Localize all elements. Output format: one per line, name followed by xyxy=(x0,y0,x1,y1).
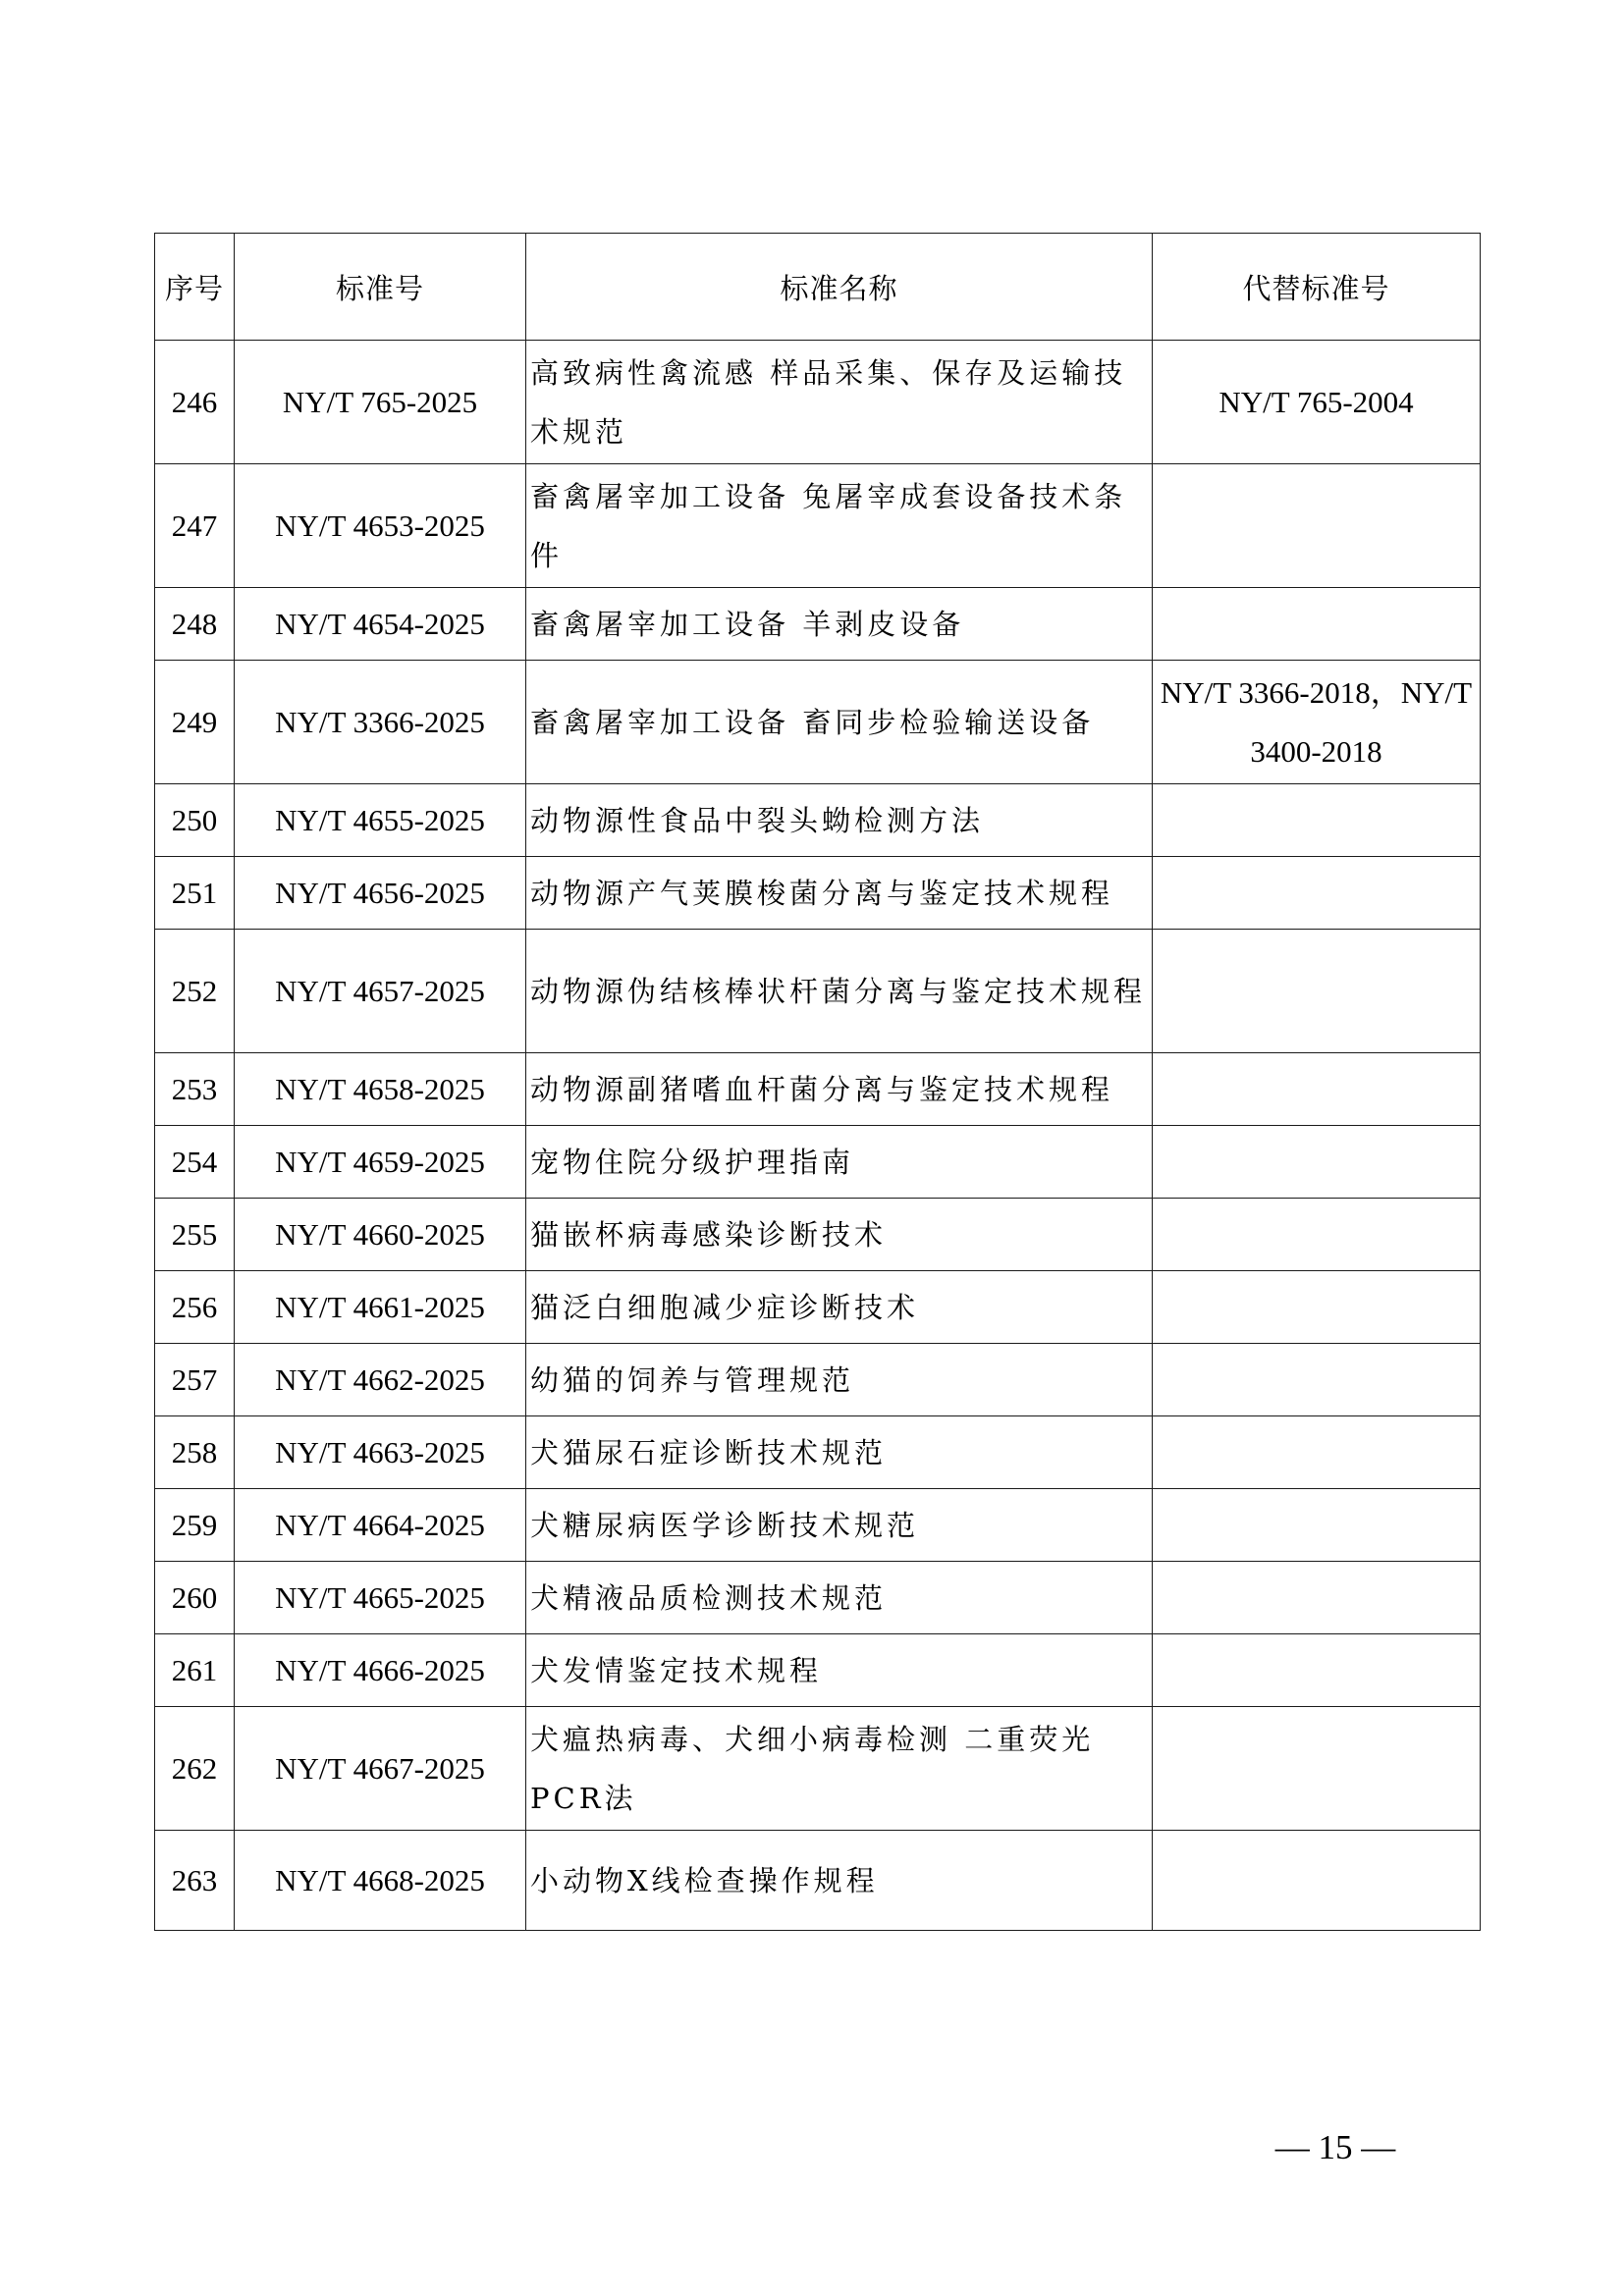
row-name: 动物源性食品中裂头蚴检测方法 xyxy=(526,784,1153,857)
row-seq: 263 xyxy=(155,1831,235,1931)
row-seq: 253 xyxy=(155,1053,235,1126)
table-row xyxy=(155,1831,1481,1931)
table-row xyxy=(155,1489,1481,1562)
row-code: NY/T 4666-2025 xyxy=(235,1634,526,1707)
row-replaces xyxy=(1153,1489,1481,1562)
row-name: 动物源产气荚膜梭菌分离与鉴定技术规程 xyxy=(526,857,1153,930)
row-name: 犬糖尿病医学诊断技术规范 xyxy=(526,1489,1153,1562)
row-code: NY/T 765-2025 xyxy=(235,341,526,464)
row-replaces xyxy=(1153,1271,1481,1344)
row-replaces xyxy=(1153,1707,1481,1831)
row-seq: 249 xyxy=(155,661,235,784)
table-row xyxy=(155,1707,1481,1831)
row-replaces xyxy=(1153,464,1481,588)
table-body xyxy=(155,341,1481,1931)
row-replaces xyxy=(1153,1199,1481,1271)
row-code: NY/T 4667-2025 xyxy=(235,1707,526,1831)
row-name: 犬猫尿石症诊断技术规范 xyxy=(526,1416,1153,1489)
row-seq: 257 xyxy=(155,1344,235,1416)
row-name: 动物源副猪嗜血杆菌分离与鉴定技术规程 xyxy=(526,1053,1153,1126)
row-name: 高致病性禽流感 样品采集、保存及运输技术规范 xyxy=(526,341,1153,464)
table-row xyxy=(155,1271,1481,1344)
row-code: NY/T 4665-2025 xyxy=(235,1562,526,1634)
table-row xyxy=(155,588,1481,661)
row-replaces xyxy=(1153,1053,1481,1126)
header-row xyxy=(155,234,1481,341)
row-name: 畜禽屠宰加工设备 兔屠宰成套设备技术条件 xyxy=(526,464,1153,588)
row-replaces xyxy=(1153,1344,1481,1416)
row-code: NY/T 4668-2025 xyxy=(235,1831,526,1931)
row-seq: 251 xyxy=(155,857,235,930)
table-row xyxy=(155,1053,1481,1126)
table-row xyxy=(155,1634,1481,1707)
row-code: NY/T 4663-2025 xyxy=(235,1416,526,1489)
row-seq: 256 xyxy=(155,1271,235,1344)
table-row xyxy=(155,341,1481,464)
row-code: NY/T 4657-2025 xyxy=(235,930,526,1053)
row-seq: 258 xyxy=(155,1416,235,1489)
row-code: NY/T 4655-2025 xyxy=(235,784,526,857)
table-row xyxy=(155,1126,1481,1199)
row-code: NY/T 4656-2025 xyxy=(235,857,526,930)
table-row xyxy=(155,464,1481,588)
row-replaces: NY/T 3366-2018，NY/T 3400-2018 xyxy=(1153,661,1481,784)
row-code: NY/T 4654-2025 xyxy=(235,588,526,661)
row-replaces xyxy=(1153,1416,1481,1489)
row-replaces xyxy=(1153,930,1481,1053)
row-code: NY/T 4658-2025 xyxy=(235,1053,526,1126)
row-name: 动物源伪结核棒状杆菌分离与鉴定技术规程 xyxy=(526,930,1153,1053)
table-header xyxy=(155,234,1481,341)
row-seq: 248 xyxy=(155,588,235,661)
row-name: 畜禽屠宰加工设备 羊剥皮设备 xyxy=(526,588,1153,661)
row-replaces xyxy=(1153,784,1481,857)
row-replaces xyxy=(1153,1634,1481,1707)
table-row xyxy=(155,1344,1481,1416)
row-code: NY/T 4662-2025 xyxy=(235,1344,526,1416)
row-seq: 259 xyxy=(155,1489,235,1562)
row-name: 猫嵌杯病毒感染诊断技术 xyxy=(526,1199,1153,1271)
row-seq: 254 xyxy=(155,1126,235,1199)
row-name: 小动物X线检查操作规程 xyxy=(526,1831,1153,1931)
row-code: NY/T 4660-2025 xyxy=(235,1199,526,1271)
table-row xyxy=(155,1562,1481,1634)
header-name: 标准名称 xyxy=(526,234,1153,341)
row-name: 犬瘟热病毒、犬细小病毒检测 二重荧光PCR法 xyxy=(526,1707,1153,1831)
row-seq: 260 xyxy=(155,1562,235,1634)
row-name: 犬精液品质检测技术规范 xyxy=(526,1562,1153,1634)
row-seq: 255 xyxy=(155,1199,235,1271)
row-seq: 262 xyxy=(155,1707,235,1831)
row-replaces: NY/T 765-2004 xyxy=(1153,341,1481,464)
row-name: 幼猫的饲养与管理规范 xyxy=(526,1344,1153,1416)
table-row xyxy=(155,784,1481,857)
row-name: 猫泛白细胞减少症诊断技术 xyxy=(526,1271,1153,1344)
row-seq: 250 xyxy=(155,784,235,857)
row-replaces xyxy=(1153,857,1481,930)
row-code: NY/T 4661-2025 xyxy=(235,1271,526,1344)
row-name: 畜禽屠宰加工设备 畜同步检验输送设备 xyxy=(526,661,1153,784)
row-seq: 247 xyxy=(155,464,235,588)
table-row xyxy=(155,930,1481,1053)
row-replaces xyxy=(1153,588,1481,661)
header-code: 标准号 xyxy=(235,234,526,341)
row-code: NY/T 3366-2025 xyxy=(235,661,526,784)
row-code: NY/T 4659-2025 xyxy=(235,1126,526,1199)
standards-table xyxy=(154,233,1481,1931)
row-seq: 252 xyxy=(155,930,235,1053)
table-row xyxy=(155,857,1481,930)
page-number: — 15 — xyxy=(1274,2128,1396,2166)
row-name: 宠物住院分级护理指南 xyxy=(526,1126,1153,1199)
row-replaces xyxy=(1153,1126,1481,1199)
table-row xyxy=(155,1199,1481,1271)
row-seq: 261 xyxy=(155,1634,235,1707)
row-seq: 246 xyxy=(155,341,235,464)
table-row xyxy=(155,661,1481,784)
row-code: NY/T 4653-2025 xyxy=(235,464,526,588)
header-seq: 序号 xyxy=(155,234,235,341)
table-row xyxy=(155,1416,1481,1489)
row-code: NY/T 4664-2025 xyxy=(235,1489,526,1562)
row-replaces xyxy=(1153,1562,1481,1634)
header-replaces: 代替标准号 xyxy=(1153,234,1481,341)
row-name: 犬发情鉴定技术规程 xyxy=(526,1634,1153,1707)
row-replaces xyxy=(1153,1831,1481,1931)
